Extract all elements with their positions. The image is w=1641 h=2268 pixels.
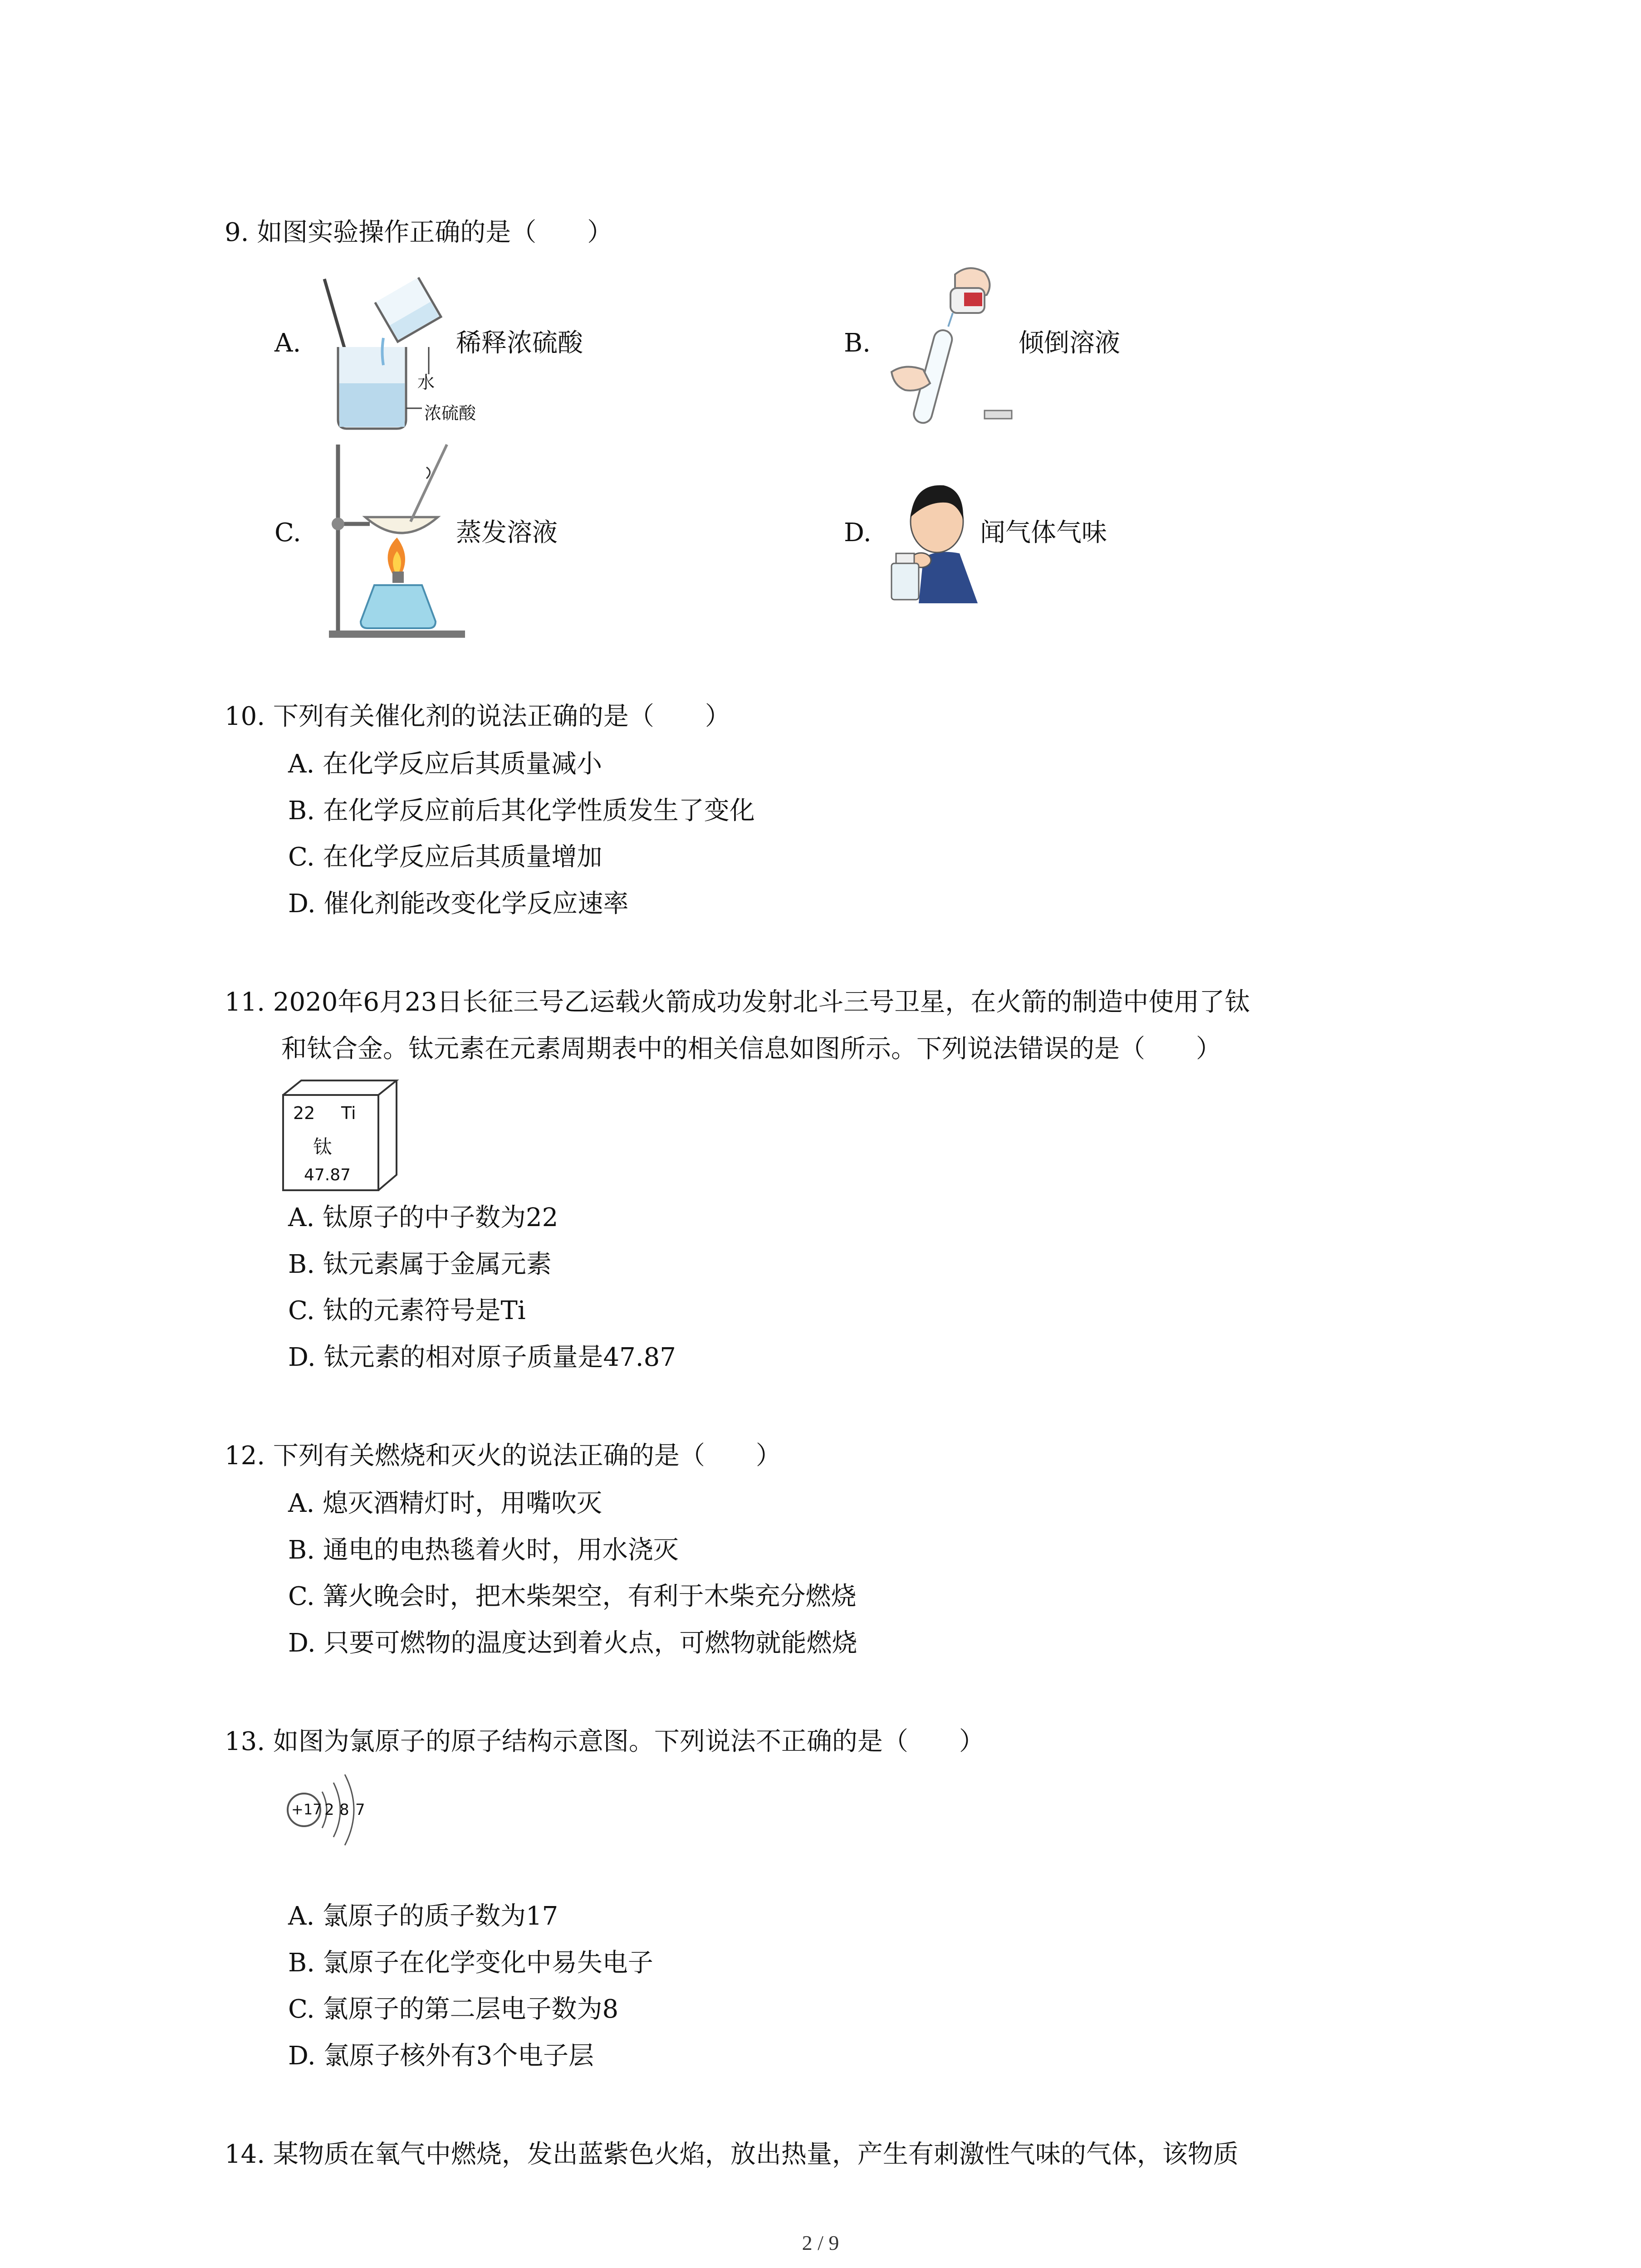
q12-stem: 12. 下列有关燃烧和灭火的说法正确的是（ ） bbox=[225, 1441, 781, 1471]
evaporate-solution-figure bbox=[324, 435, 470, 642]
q11-option-b: B. 钛元素属于金属元素 bbox=[288, 1250, 552, 1279]
q10-option-a: A. 在化学反应后其质量减小 bbox=[288, 749, 603, 779]
shell-1-electrons: 2 bbox=[324, 1801, 334, 1819]
smell-gas-figure bbox=[882, 467, 987, 603]
q10-option-b: B. 在化学反应前后其化学性质发生了变化 bbox=[288, 796, 755, 826]
q11-stem-line2: 和钛合金。钛元素在元素周期表中的相关信息如图所示。下列说法错误的是（ ） bbox=[281, 1034, 1221, 1064]
q13-option-a: A. 氯原子的质子数为17 bbox=[288, 1901, 558, 1931]
q9-option-c-caption: 蒸发溶液 bbox=[456, 518, 558, 547]
q9-option-a-letter: A. bbox=[274, 328, 301, 358]
q10-option-c: C. 在化学反应后其质量增加 bbox=[288, 842, 603, 872]
q11-option-c: C. 钛的元素符号是Ti bbox=[288, 1296, 526, 1325]
q13-option-b: B. 氯原子在化学变化中易失电子 bbox=[288, 1948, 653, 1978]
q9-stem: 9. 如图实验操作正确的是（ ） bbox=[225, 218, 613, 247]
q9-option-d-caption: 闻气体气味 bbox=[980, 518, 1107, 547]
q10-option-d: D. 催化剂能改变化学反应速率 bbox=[288, 889, 629, 919]
q12-option-b: B. 通电的电热毯着火时，用水浇灭 bbox=[288, 1535, 679, 1565]
water-label: 水 bbox=[417, 372, 435, 392]
q10-stem: 10. 下列有关催化剂的说法正确的是（ ） bbox=[225, 702, 730, 731]
q13-option-d: D. 氯原子核外有3个电子层 bbox=[288, 2041, 594, 2071]
q11-stem-line1: 11. 2020年6月23日长征三号乙运载火箭成功发射北斗三号卫星，在火箭的制造中使用了钛 bbox=[225, 987, 1250, 1017]
q9-option-c-letter: C. bbox=[274, 518, 301, 547]
chlorine-atom-diagram bbox=[279, 1769, 379, 1851]
nucleus-charge: +17 bbox=[291, 1801, 322, 1818]
pour-solution-figure bbox=[887, 261, 1028, 442]
element-symbol: Ti bbox=[341, 1103, 356, 1123]
element-mass: 47.87 bbox=[304, 1166, 351, 1184]
q11-option-d: D. 钛元素的相对原子质量是47.87 bbox=[288, 1343, 676, 1372]
q12-option-a: A. 熄灭酒精灯时，用嘴吹灭 bbox=[288, 1489, 603, 1518]
conc-sulfuric-acid-label: 浓硫酸 bbox=[424, 403, 476, 423]
q11-option-a: A. 钛原子的中子数为22 bbox=[288, 1203, 558, 1232]
shell-2-electrons: 8 bbox=[339, 1801, 349, 1819]
page-number: 2 / 9 bbox=[802, 2231, 839, 2254]
q9-option-b-letter: B. bbox=[844, 328, 871, 358]
q14-stem: 14. 某物质在氧气中燃烧，发出蓝紫色火焰，放出热量，产生有刺激性气味的气体，该物质 bbox=[225, 2140, 1239, 2169]
q13-stem: 13. 如图为氯原子的原子结构示意图。下列说法不正确的是（ ） bbox=[225, 1727, 985, 1756]
element-name: 钛 bbox=[313, 1136, 333, 1158]
titanium-element-card bbox=[281, 1079, 399, 1192]
q13-option-c: C. 氯原子的第二层电子数为8 bbox=[288, 1994, 619, 2024]
q9-option-d-letter: D. bbox=[844, 518, 872, 547]
q9-option-a-caption: 稀释浓硫酸 bbox=[456, 328, 583, 358]
shell-3-electrons: 7 bbox=[355, 1801, 365, 1819]
q9-option-b-caption: 倾倒溶液 bbox=[1019, 328, 1120, 358]
q12-option-c: C. 篝火晚会时，把木柴架空，有利于木柴充分燃烧 bbox=[288, 1582, 857, 1611]
element-number: 22 bbox=[293, 1103, 315, 1123]
q12-option-d: D. 只要可燃物的温度达到着火点，可燃物就能燃烧 bbox=[288, 1628, 857, 1658]
